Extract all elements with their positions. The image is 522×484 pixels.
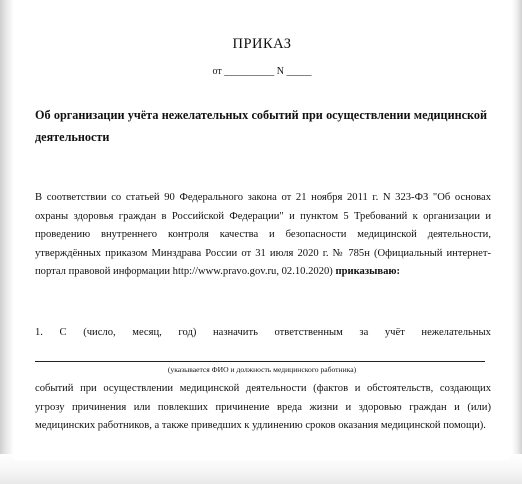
document-sheet [14, 0, 510, 460]
fill-in-line [35, 361, 485, 362]
item-1-word: год) [178, 327, 197, 338]
order-title: ПРИКАЗ [232, 36, 292, 52]
item-1-word: 1. [35, 327, 43, 338]
order-verb: приказываю: [335, 266, 401, 278]
item-1-word: ответственным [274, 327, 343, 338]
page-shadow-right [512, 0, 522, 484]
item-1-word: нежелательных [421, 327, 491, 338]
item-1-word: месяц, [132, 327, 162, 338]
item-1-word: назначить [212, 327, 258, 338]
item-1-word: (число, [83, 327, 116, 338]
item-1-word: за [359, 327, 369, 338]
item-1-line [35, 324, 491, 342]
page-shadow-left [0, 0, 14, 484]
order-date-number-line: от __________ N _____ [212, 66, 312, 77]
preamble-text: В соответствии со статьей 90 Федерального закона от 21 ноября 2011 г. N 323-ФЗ "Об основах охраны здоровья граждан в Российской Федерации" и пунктом 5 Требований к организации и проведению внутреннего контроля качества и безопасности медицинской деятельности, утверждённых приказом Минздрава России от 31 июля 2020 г. № 785н (Официальный интернет-портал правовой информации http://www.pravo.gov.ru, 02.10.2020) [35, 192, 491, 278]
item-1-word: учёт [384, 327, 405, 338]
item-1-word: С [59, 327, 67, 338]
fill-in-caption: (указывается ФИО и должность медицинского работника) [167, 365, 357, 374]
item-1-continuation: событий при осуществлении медицинской деятельности (фактов и обстоятельств, создающих угрозу причинения или повлекших причинение вреда жизни и здоровью граждан и (или) медицинских работников, а также приведших к удлинению сроков оказания медицинской помощи). [35, 383, 491, 432]
order-heading: Об организации учёта нежелательных событий при осуществлении медицинской деятельности [35, 108, 487, 144]
preamble-paragraph [35, 189, 491, 282]
